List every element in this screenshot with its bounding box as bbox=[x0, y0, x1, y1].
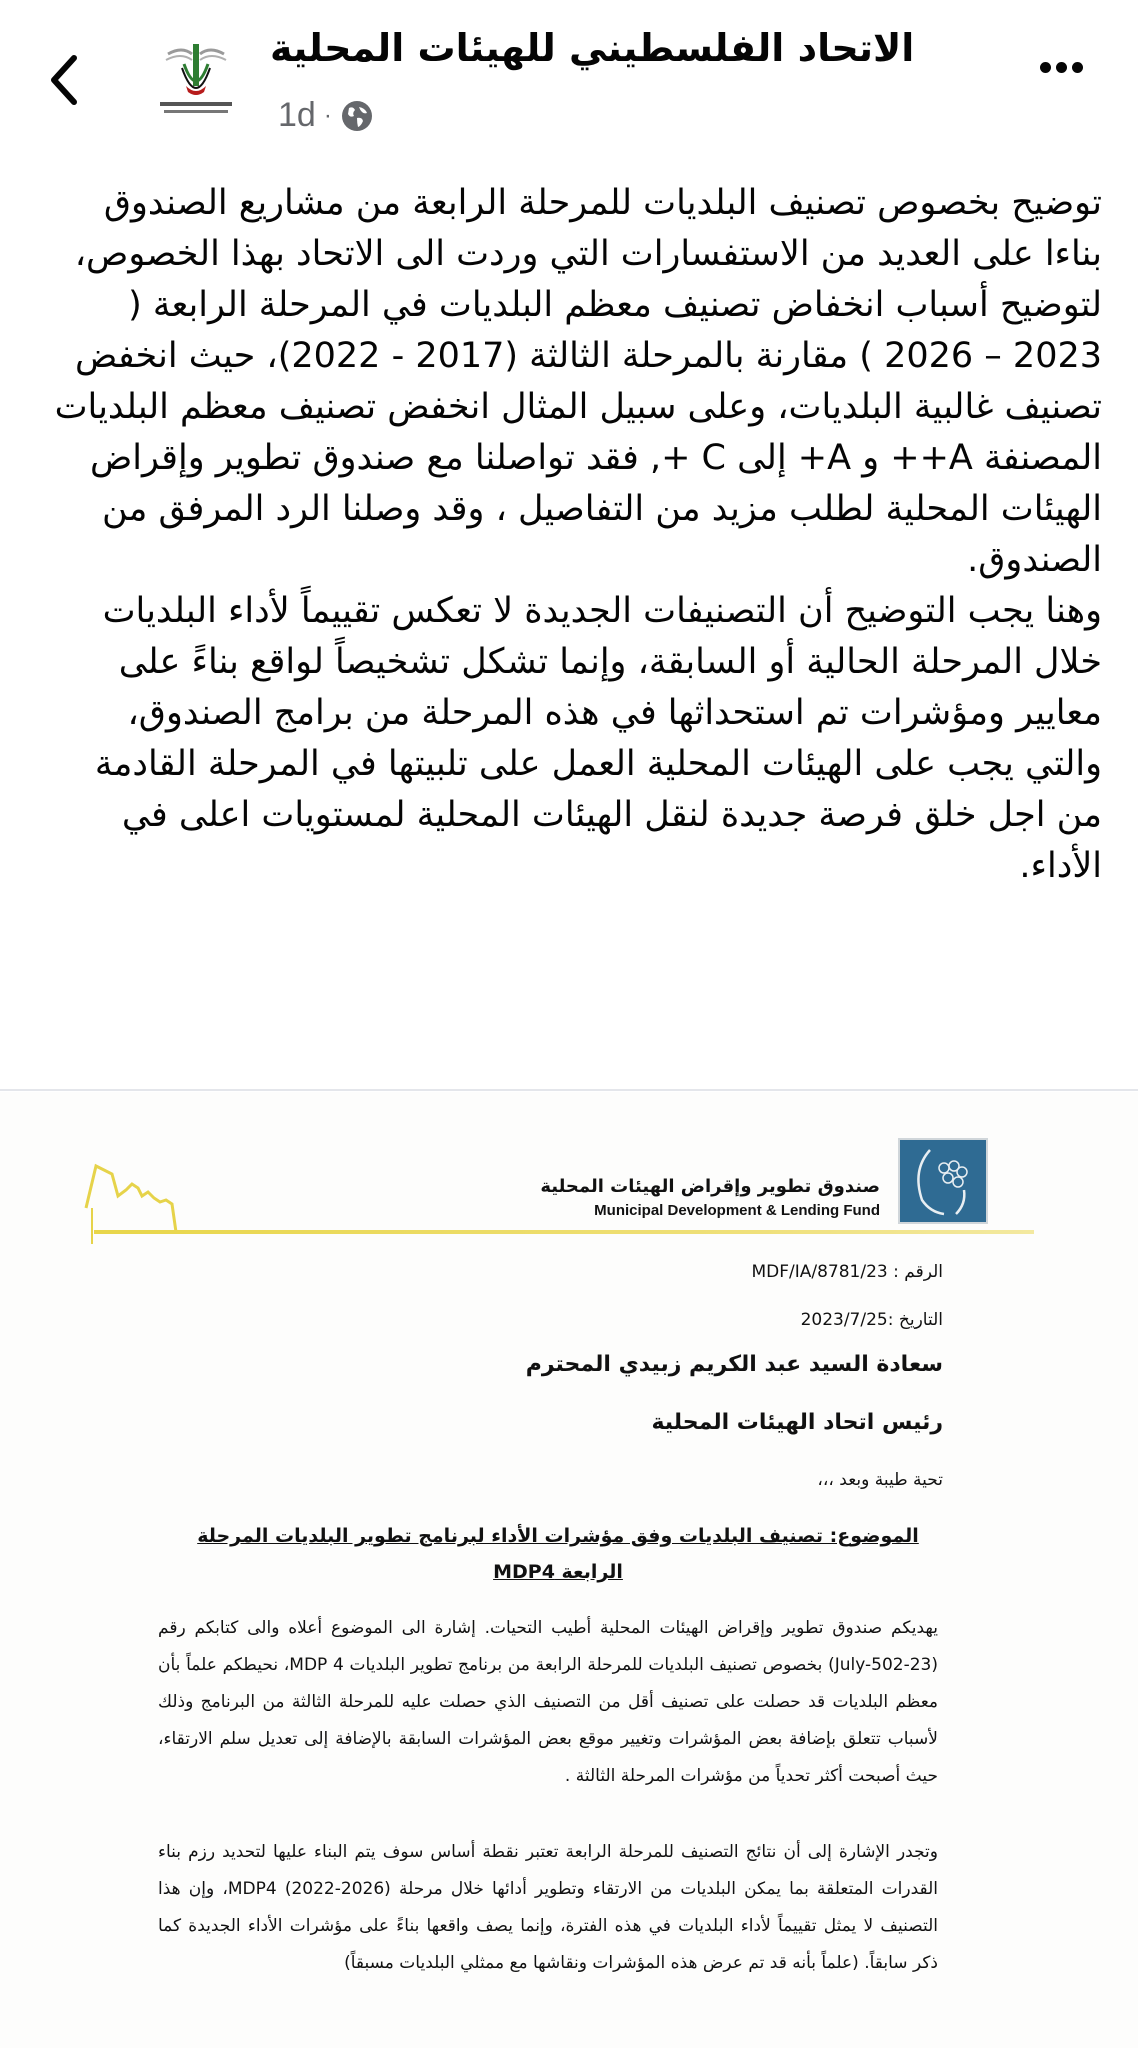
apla-logo-icon bbox=[146, 38, 246, 120]
letterhead-rule bbox=[94, 1230, 1034, 1234]
more-horizontal-icon bbox=[1040, 62, 1051, 73]
more-horizontal-icon bbox=[1072, 62, 1083, 73]
letter-greeting: تحية طيبة وبعد ،،، bbox=[817, 1470, 943, 1490]
more-horizontal-icon bbox=[1056, 62, 1067, 73]
post-body bbox=[40, 178, 1102, 892]
globe-icon[interactable] bbox=[340, 99, 374, 133]
letter-recipient-title: رئيس اتحاد الهيئات المحلية bbox=[651, 1410, 943, 1435]
letter-recipient: سعادة السيد عبد الكريم زبيدي المحترم bbox=[525, 1352, 943, 1377]
letter-paragraph: وتجدر الإشارة إلى أن نتائج التصنيف للمرحلة الرابعة تعتبر نقطة أساس سوف يتم البناء عليها لتحديد رزم بناء القدرات المتعلقة بما يمكن البلديات من الارتقاء وتطوير أدائها خلال مرحلة MDP4 (2022-2026)، وإن هذا التصنيف لا يمثل تقييماً لأداء البلديات في هذه الفترة، وإنما يصف واقعها بناءً على مؤشرات الأداء الجديدة كما ذكر سابقاً. (علماً بأنه قد تم عرض هذه المؤشرات ونقاشها مع ممثلي البلديات مسبقاً) bbox=[158, 1842, 938, 1973]
divider bbox=[0, 1089, 1138, 1091]
post-title-paragraph: توضيح بخصوص تصنيف البلديات للمرحلة الرابعة من مشاريع الصندوق bbox=[103, 183, 1102, 223]
chevron-left-icon bbox=[44, 50, 84, 110]
more-options-button[interactable] bbox=[1040, 62, 1083, 73]
letter-reference-number: الرقم : MDF/IA/8781/23 bbox=[751, 1262, 943, 1282]
post-paragraph: بناءا على العديد من الاستفسارات التي وردت الى الاتحاد بهذا الخصوص، لتوضيح أسباب انخفاض تصنيف معظم البلديات في المرحلة الرابعة ( 2023 – 2026 ) مقارنة بالمرحلة الثالثة (2017 - 2022)، حيث انخفض تصنيف غالبية البلديات، وعلى سبيل المثال انخفض تصنيف معظم البلديات المصنفة A++ و A+ إلى C +, فقد تواصلنا مع صندوق تطوير وإقراض الهيئات المحلية لطلب مزيد من التفاصيل ، وقد وصلنا الرد المرفق من الصندوق. bbox=[54, 234, 1102, 580]
post-header bbox=[0, 0, 1138, 150]
post-meta bbox=[278, 96, 374, 135]
fund-name-english: Municipal Development & Lending Fund bbox=[594, 1202, 880, 1219]
letter-subject: الموضوع: تصنيف البلديات وفق مؤشرات الأداء لبرنامج تطوير البلديات المرحلة الرابعة MDP4 bbox=[197, 1525, 919, 1583]
back-button[interactable] bbox=[44, 50, 84, 110]
letter-paragraph: يهديكم صندوق تطوير وإقراض الهيئات المحلية أطيب التحيات. إشارة الى الموضوع أعلاه والى كتابكم رقم (July-502-23) بخصوص تصنيف البلديات للمرحلة الرابعة من برنامج تطوير البلديات MDP 4، نحيطكم علماً بأن معظم البلديات قد حصلت على تصنيف أقل من التصنيف الذي حصلت عليه للمرحلة الثالثة من البرنامج وذلك لأسباب تتعلق بإضافة بعض المؤشرات وتغيير موقع بعض المؤشرات السابقة بالإضافة إلى تعديل سلم الارتقاء، حيث أصبحت أكثر تحدياً من مؤشرات المرحلة الثالثة . bbox=[158, 1618, 938, 1786]
hand-people-icon bbox=[900, 1140, 986, 1222]
page-name-link[interactable]: الاتحاد الفلسطيني للهيئات المحلية bbox=[270, 26, 915, 70]
post-timestamp[interactable]: 1d bbox=[278, 96, 316, 134]
post-paragraph: وهنا يجب التوضيح أن التصنيفات الجديدة لا تعكس تقييماً لأداء البلديات خلال المرحلة الحالية أو السابقة، وإنما تشكل تشخيصاً لواقع بناءً على معايير ومؤشرات تم استحداثها في هذه المرحلة من برامج الصندوق، والتي يجب على الهيئات المحلية العمل على تلبيتها في المرحلة القادمة من اجل خلق فرصة جديدة لنقل الهيئات المحلية لمستويات اعلى في الأداء. bbox=[94, 591, 1102, 886]
fund-logo bbox=[898, 1138, 988, 1224]
letter-date: التاريخ :2023/7/25 bbox=[800, 1310, 943, 1330]
attached-letter-image[interactable] bbox=[0, 1092, 1138, 2048]
fund-name-arabic: صندوق تطوير وإقراض الهيئات المحلية bbox=[540, 1176, 880, 1197]
page-avatar[interactable] bbox=[146, 38, 246, 120]
meta-separator: · bbox=[323, 101, 332, 129]
